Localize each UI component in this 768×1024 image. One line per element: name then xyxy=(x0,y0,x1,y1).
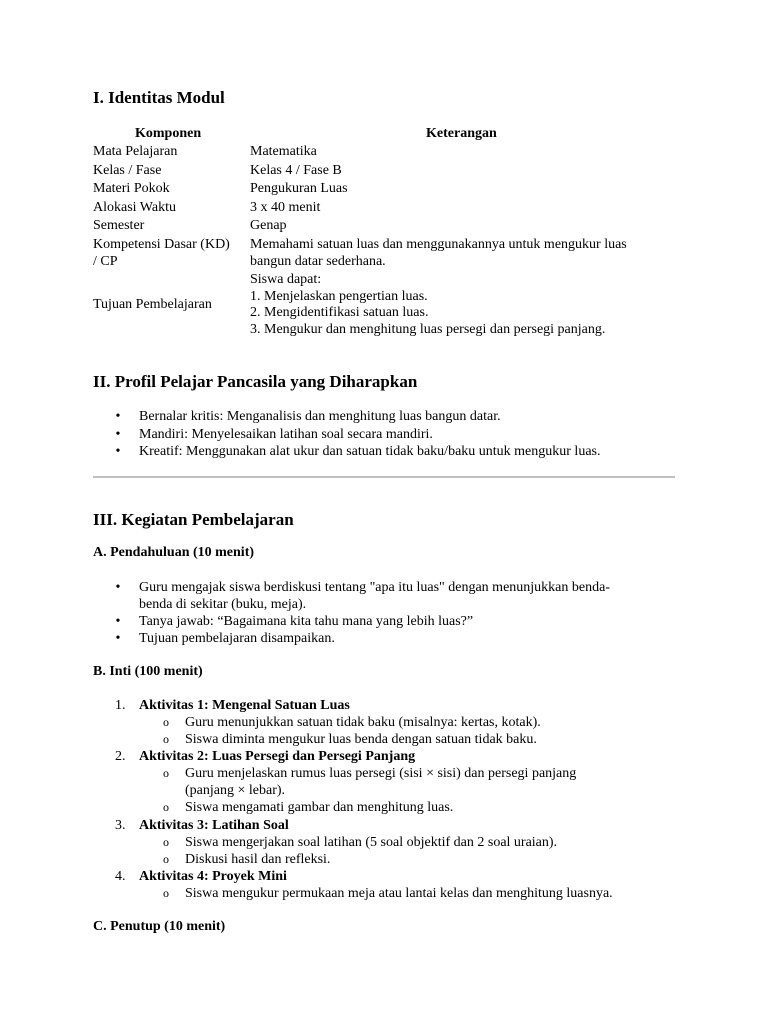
table-cell-keterangan-cont: 2. Mengidentifikasi satuan luas. xyxy=(250,305,429,320)
table-cell-komponen: Mata Pelajaran xyxy=(93,144,178,159)
list-item: Guru mengajak siswa berdiskusi tentang "apa itu luas" dengan menunjukkan benda- xyxy=(139,580,610,595)
table-cell-keterangan: Memahami satuan luas dan menggunakannya untuk mengukur luas xyxy=(250,237,627,252)
sub-item: Siswa mengerjakan soal latihan (5 soal objektif dan 2 soal uraian). xyxy=(185,835,558,850)
table-cell-keterangan-cont: 1. Menjelaskan pengertian luas. xyxy=(250,289,428,304)
list-item: Tanya jawab: “Bagaimana kita tahu mana yang lebih luas?” xyxy=(139,614,474,629)
table-cell-keterangan: Pengukuran Luas xyxy=(250,181,348,196)
activity-title: Aktivitas 4: Proyek Mini xyxy=(139,869,287,884)
circle-bullet-icon: o xyxy=(163,715,169,729)
table-cell-komponen: Kompetensi Dasar (KD) xyxy=(93,237,230,252)
table-header-komponen: Komponen xyxy=(135,126,202,141)
section-3-title: III. Kegiatan Pembelajaran xyxy=(93,510,294,529)
sub-item: Siswa mengamati gambar dan menghitung luas. xyxy=(185,800,454,815)
bullet-icon: • xyxy=(115,409,121,424)
circle-bullet-icon: o xyxy=(163,732,169,746)
list-number: 1. xyxy=(115,698,126,713)
table-cell-keterangan: Genap xyxy=(250,218,287,233)
table-cell-komponen: Semester xyxy=(93,218,145,233)
sub-item: Siswa mengukur permukaan meja atau lantai kelas dan menghitung luasnya. xyxy=(185,886,613,901)
table-cell-keterangan: Siswa dapat: xyxy=(250,272,322,287)
list-item: Mandiri: Menyelesaikan latihan soal secara mandiri. xyxy=(139,427,433,442)
list-item: Bernalar kritis: Menganalisis dan menghitung luas bangun datar. xyxy=(139,409,501,424)
bullet-icon: • xyxy=(115,427,121,442)
table-header-keterangan: Keterangan xyxy=(426,126,497,141)
table-cell-komponen: Kelas / Fase xyxy=(93,163,162,178)
subsection-c-title: C. Penutup (10 menit) xyxy=(93,919,226,934)
subsection-b-title: B. Inti (100 menit) xyxy=(93,664,203,679)
activity-title: Aktivitas 2: Luas Persegi dan Persegi Panjang xyxy=(139,749,416,764)
table-cell-keterangan: 3 x 40 menit xyxy=(250,200,321,215)
table-cell-komponen: Alokasi Waktu xyxy=(93,200,176,215)
table-cell-keterangan-cont: bangun datar sederhana. xyxy=(250,254,386,269)
sub-item: Diskusi hasil dan refleksi. xyxy=(185,852,331,867)
bullet-icon: • xyxy=(115,631,121,646)
subsection-a-title: A. Pendahuluan (10 menit) xyxy=(93,545,255,560)
activity-title: Aktivitas 1: Mengenal Satuan Luas xyxy=(139,698,350,713)
sub-item-cont: (panjang × lebar). xyxy=(185,783,286,798)
list-number: 2. xyxy=(115,749,126,764)
circle-bullet-icon: o xyxy=(163,886,169,900)
section-1-title: I. Identitas Modul xyxy=(93,88,225,107)
table-cell-komponen: Tujuan Pembelajaran xyxy=(93,297,212,312)
horizontal-divider xyxy=(93,476,675,478)
sub-item: Siswa diminta mengukur luas benda dengan satuan tidak baku. xyxy=(185,732,537,747)
sub-item: Guru menjelaskan rumus luas persegi (sisi × sisi) dan persegi panjang xyxy=(185,766,577,781)
sub-item: Guru menunjukkan satuan tidak baku (misalnya: kertas, kotak). xyxy=(185,715,541,730)
circle-bullet-icon: o xyxy=(163,800,169,814)
list-number: 3. xyxy=(115,818,126,833)
list-item: Kreatif: Menggunakan alat ukur dan satuan tidak baku/baku untuk mengukur luas. xyxy=(139,444,601,459)
list-item: Tujuan pembelajaran disampaikan. xyxy=(139,631,335,646)
section-2-title: II. Profil Pelajar Pancasila yang Diharapkan xyxy=(93,372,418,391)
bullet-icon: • xyxy=(115,580,121,595)
list-number: 4. xyxy=(115,869,126,884)
table-cell-komponen-cont: / CP xyxy=(93,254,118,269)
table-cell-keterangan: Kelas 4 / Fase B xyxy=(250,163,342,178)
bullet-icon: • xyxy=(115,444,121,459)
table-cell-keterangan: Matematika xyxy=(250,144,317,159)
list-item-cont: benda di sekitar (buku, meja). xyxy=(139,597,307,612)
circle-bullet-icon: o xyxy=(163,835,169,849)
circle-bullet-icon: o xyxy=(163,766,169,780)
activity-title: Aktivitas 3: Latihan Soal xyxy=(139,818,289,833)
bullet-icon: • xyxy=(115,614,121,629)
table-cell-komponen: Materi Pokok xyxy=(93,181,170,196)
table-cell-keterangan-cont: 3. Mengukur dan menghitung luas persegi dan persegi panjang. xyxy=(250,322,606,337)
circle-bullet-icon: o xyxy=(163,852,169,866)
